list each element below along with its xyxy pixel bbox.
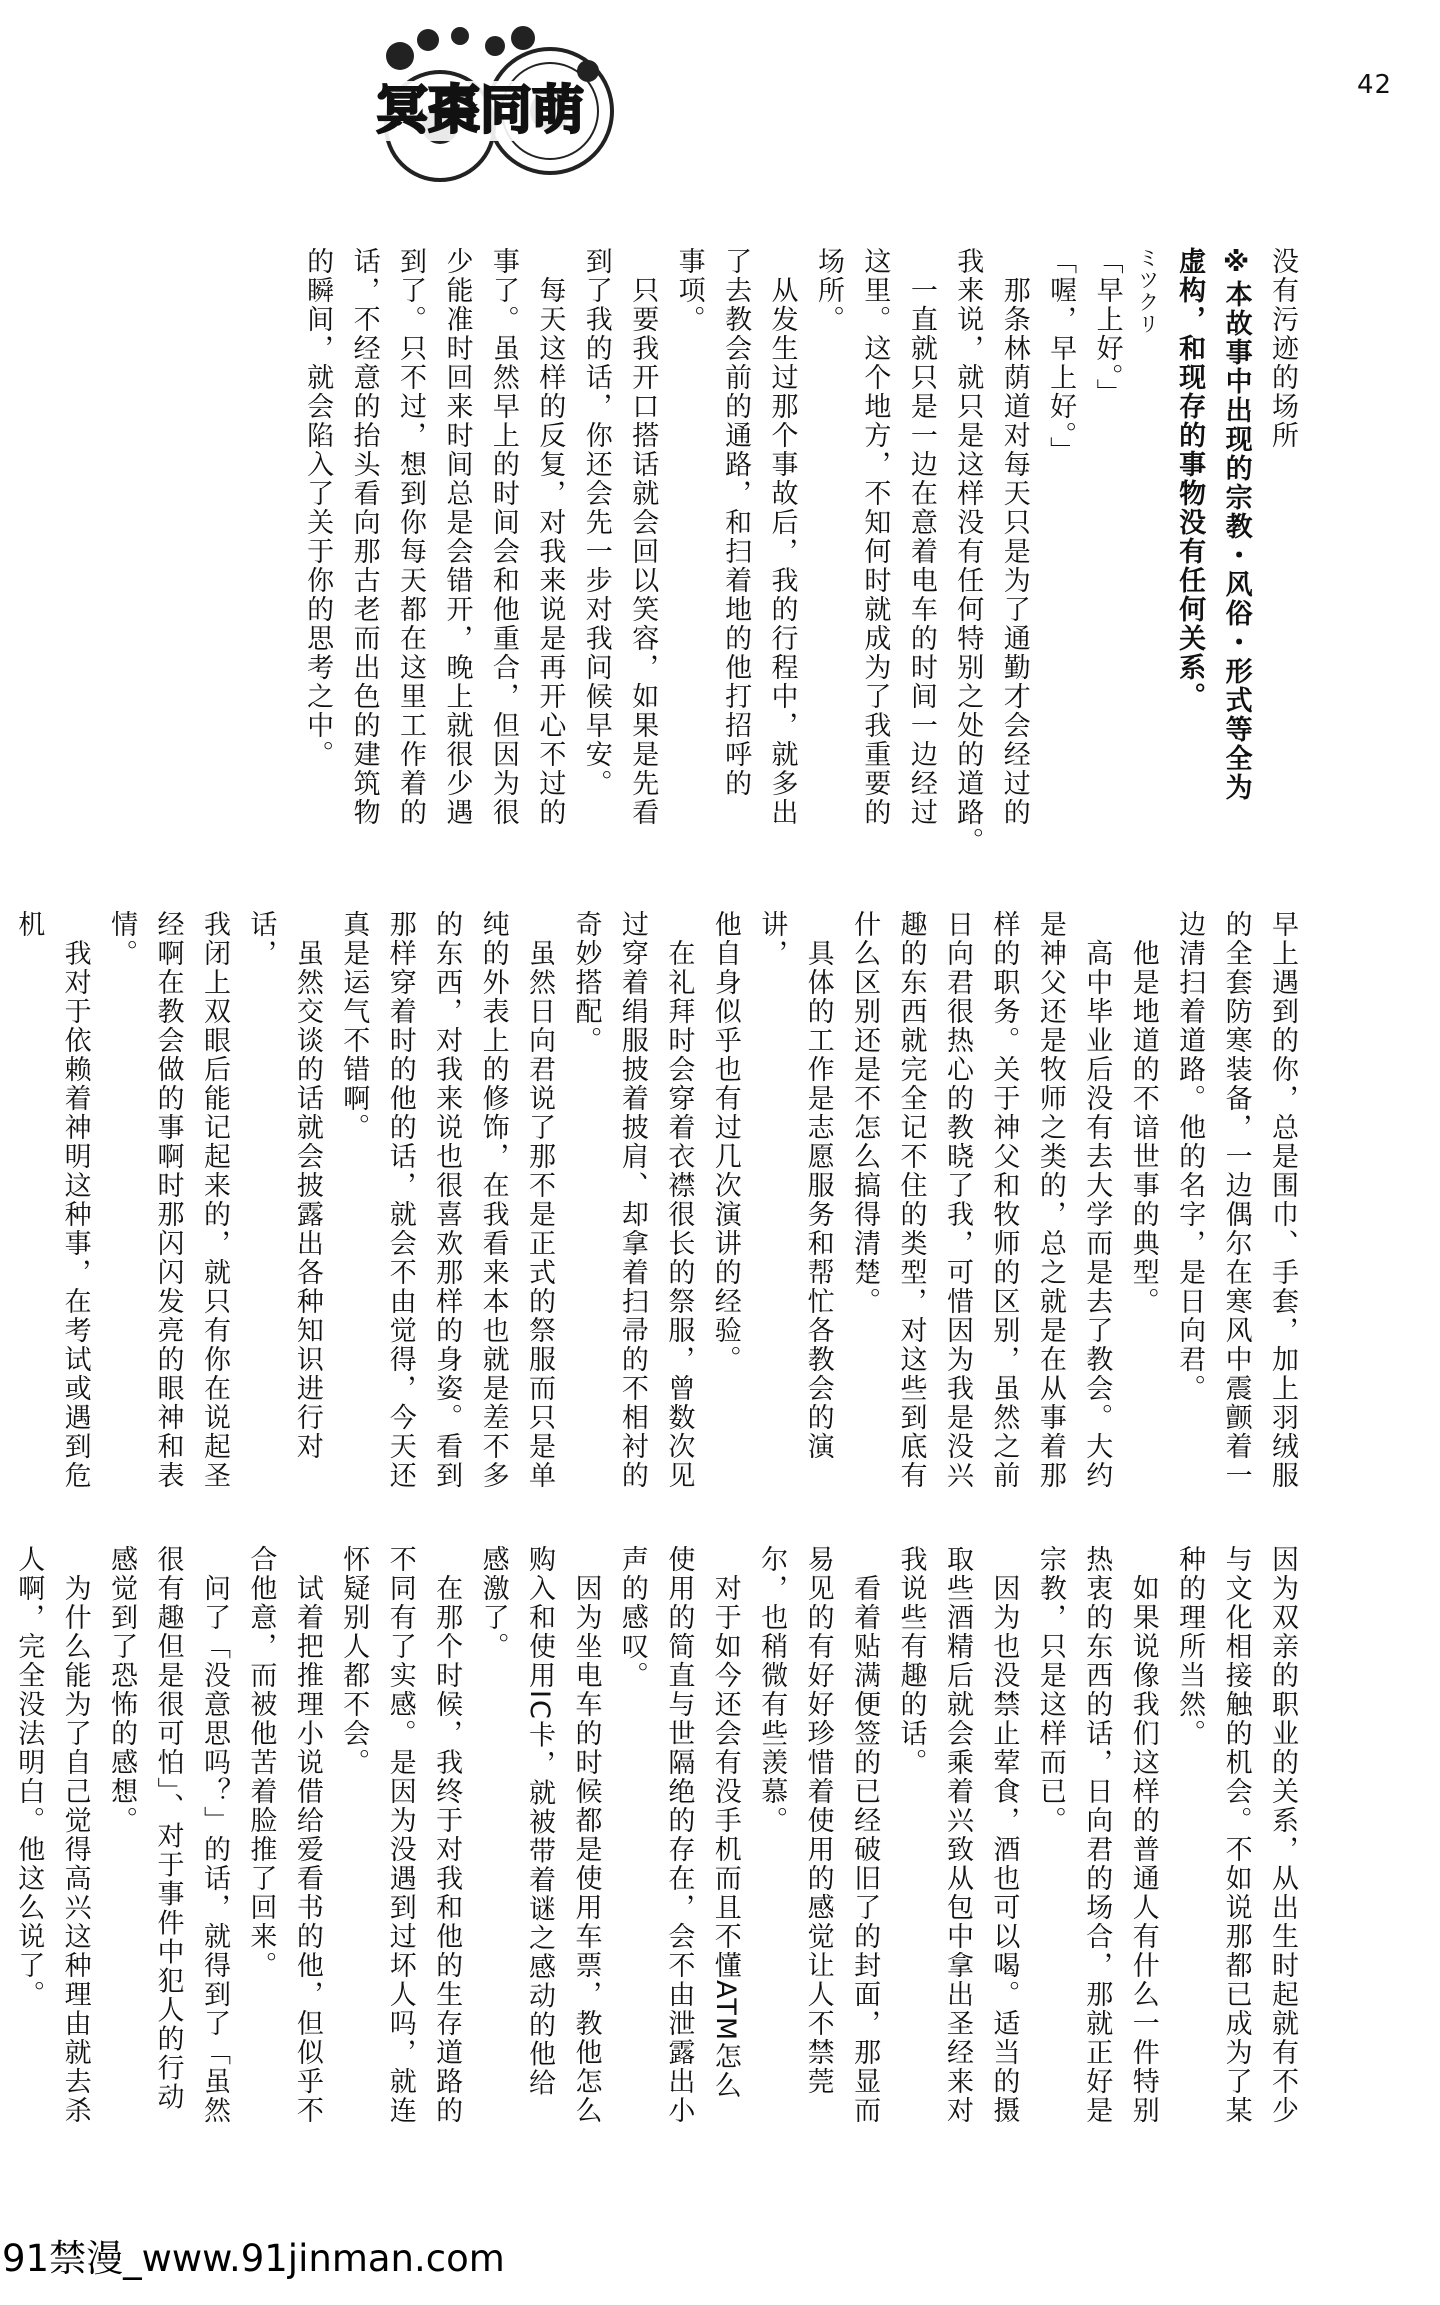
text-line: 是神父还是牧师之类的，总之就是在从事着那: [1034, 910, 1066, 1490]
text-line: 只要我开口搭话就会回以笑容，如果是先看: [627, 247, 659, 827]
author-name: ミツクリ: [1135, 247, 1160, 335]
text-line: 感觉到了恐怖的感想。: [106, 1545, 138, 1835]
text-line: 取些酒精后就会乘着兴致从包中拿出圣经来对: [941, 1545, 973, 2125]
text-line: 我说些有趣的话。: [895, 1545, 927, 1777]
text-line: 那条林荫道对每天只是为了通勤才会经过的: [998, 247, 1030, 827]
text-line: 人啊，完全没法明白。他这么说了。: [13, 1545, 45, 2009]
text-line: 早上遇到的你，总是围巾、手套，加上羽绒服: [1267, 910, 1298, 1490]
text-line: 我来说，就只是这样没有任何特别之处的道路。: [952, 247, 984, 856]
text-line: 对于如今还会有没手机而且不懂ATM怎么: [709, 1545, 741, 2101]
comic-logo: [340, 16, 620, 201]
text-line: 为什么能为了自己觉得高兴这种理由就去杀: [59, 1545, 91, 2125]
text-line: 购入和使用IC卡，就被带着谜之感动的他给: [524, 1545, 555, 2098]
text-line: 情。: [106, 910, 138, 968]
text-line: 在礼拜时会穿着衣襟很长的祭服，曾数次见: [663, 910, 695, 1490]
text-line: 样的职务。关于神父和牧师的区别，虽然之前: [988, 910, 1020, 1490]
text-line: 纯的外表上的修饰，在我看来本也就是差不多: [477, 910, 509, 1490]
text-line: 问了「没意思吗？」的话，就得到了「虽然: [198, 1545, 230, 2125]
page-number: 42: [1357, 70, 1393, 100]
text-line: 种的理所当然。: [1174, 1545, 1206, 1748]
text-line: 「喔，早上好。」: [1045, 247, 1077, 466]
text-line: 到了我的话，你还会先一步对我问候早安。: [580, 247, 612, 798]
text-line: 每天这样的反复，对我来说是再开心不过的: [534, 247, 566, 827]
text-line: 经啊在教会做的事啊时那闪闪发亮的眼神和表: [152, 910, 184, 1490]
text-line: 到了。只不过，想到你每天都在这里工作着的: [395, 247, 427, 827]
text-line: 我对于依赖着神明这种事，在考试或遇到危机: [13, 910, 91, 1490]
text-line: 怀疑别人都不会。: [338, 1545, 370, 1777]
text-line: 热衷的东西的话，日向君的场合，那就正好是: [1081, 1545, 1113, 2125]
notice-line: 虚构，和现存的事物没有任何关系。: [1174, 247, 1206, 711]
text-line: 什么区别还是不怎么搞得清楚。: [849, 910, 881, 1316]
text-line: [0, 910, 5, 1510]
logo-text: 冥棗同萌: [375, 81, 585, 141]
text-line: 他是地道的不谙世事的典型。: [1127, 910, 1159, 1316]
text-line: 与文化相接触的机会。不如说那都已成为了某: [1220, 1545, 1252, 2125]
text-line: 「早上好。」: [1091, 247, 1123, 408]
text-line: 从发生过那个事故后，我的行程中，就多出: [766, 247, 798, 827]
text-line: 因为也没禁止荤食，酒也可以喝。适当的摄: [988, 1545, 1020, 2125]
text-line: 这里。这个地方，不知何时就成为了我重要的: [859, 247, 891, 827]
text-line: 尔，也稍微有些羡慕。: [756, 1545, 788, 1835]
text-line: 声的感叹。: [616, 1545, 648, 1690]
text-line: [0, 1545, 5, 2175]
text-line: 因为双亲的职业的关系，从出生时起就有不少: [1267, 1545, 1298, 2125]
text-line: 真是运气不错啊。: [338, 910, 370, 1142]
text-line: 过穿着绢服披着披肩、却拿着扫帚的不相衬的: [616, 910, 648, 1490]
text-line: 那样穿着时的他的话，就会不由觉得，今天还: [384, 910, 416, 1490]
text-line: 的瞬间，就会陷入了关于你的思考之中。: [302, 247, 334, 769]
text-line: 的东西，对我来说也很喜欢那样的身姿。看到: [431, 910, 463, 1490]
notice-line: ※本故事中出现的宗教・风俗・形式等全为: [1220, 247, 1252, 802]
text-line: 使用的简直与世隔绝的存在，会不由泄露出小: [663, 1545, 695, 2125]
text-line: 事项。: [673, 247, 705, 334]
text-line: 了去教会前的通路，和扫着地的他打招呼的: [720, 247, 752, 798]
text-line: 趣的东西就完全记不住的类型，对这些到底有: [895, 910, 927, 1490]
text-line: 少能准时回来时间总是会错开，晚上就很少遇: [441, 247, 473, 827]
text-line: 宗教，只是这样而已。: [1034, 1545, 1066, 1835]
middle-text-block: [13, 910, 1305, 1510]
text-line: 奇妙搭配。: [570, 910, 602, 1055]
top-text-block: [125, 247, 1305, 887]
text-line: 因为坐电车的时候都是使用车票，教他怎么: [570, 1545, 602, 2125]
bottom-text-block: [13, 1545, 1305, 2175]
text-line: 一直就只是一边在意着电车的时间一边经过: [905, 247, 937, 827]
text-line: 看着贴满便签的已经破旧了的封面，那显而: [849, 1545, 881, 2125]
text-line: 试着把推理小说借给爱看书的他，但似乎不: [291, 1545, 323, 2125]
text-line: 高中毕业后没有去大学而是去了教会。大约: [1081, 910, 1113, 1490]
text-line: 虽然交谈的话就会披露出各种知识进行对话，: [245, 910, 323, 1461]
text-line: 日向君很热心的教晓了我，可惜因为我是没兴: [941, 910, 973, 1490]
text-line: 事了。虽然早上的时间会和他重合，但因为很: [487, 247, 519, 827]
text-line: 合他意，而被他苦着脸推了回来。: [245, 1545, 277, 1980]
text-line: 感激了。: [477, 1545, 509, 1661]
text-line: 如果说像我们这样的普通人有什么一件特别: [1127, 1545, 1159, 2125]
text-line: 场所。: [812, 247, 844, 334]
text-line: 具体的工作是志愿服务和帮忙各教会的演讲，: [756, 910, 834, 1461]
text-line: 边清扫着道路。他的名字，是日向君。: [1174, 910, 1206, 1403]
text-line: 在那个时候，我终于对我和他的生存道路的: [431, 1545, 463, 2125]
text-line: 我闭上双眼后能记起来的，就只有你在说起圣: [198, 910, 230, 1490]
story-title: 没有污迹的场所: [1267, 247, 1298, 450]
text-line: 他自身似乎也有过几次演讲的经验。: [709, 910, 741, 1374]
site-watermark: 91禁漫_www.91jinman.com: [2, 2237, 505, 2280]
text-line: 很有趣但是很可怕」、对于事件中犯人的行动: [152, 1545, 184, 2112]
text-line: 虽然日向君说了那不是正式的祭服而只是单: [524, 910, 555, 1490]
text-line: 的全套防寒装备，一边偶尔在寒风中震颤着一: [1220, 910, 1252, 1490]
text-line: 话，不经意的抬头看向那古老而出色的建筑物: [348, 247, 380, 827]
text-line: 易见的有好好珍惜着使用的感觉让人不禁莞: [802, 1545, 834, 2096]
text-line: 不同有了实感。是因为没遇到过坏人吗，就连: [384, 1545, 416, 2125]
